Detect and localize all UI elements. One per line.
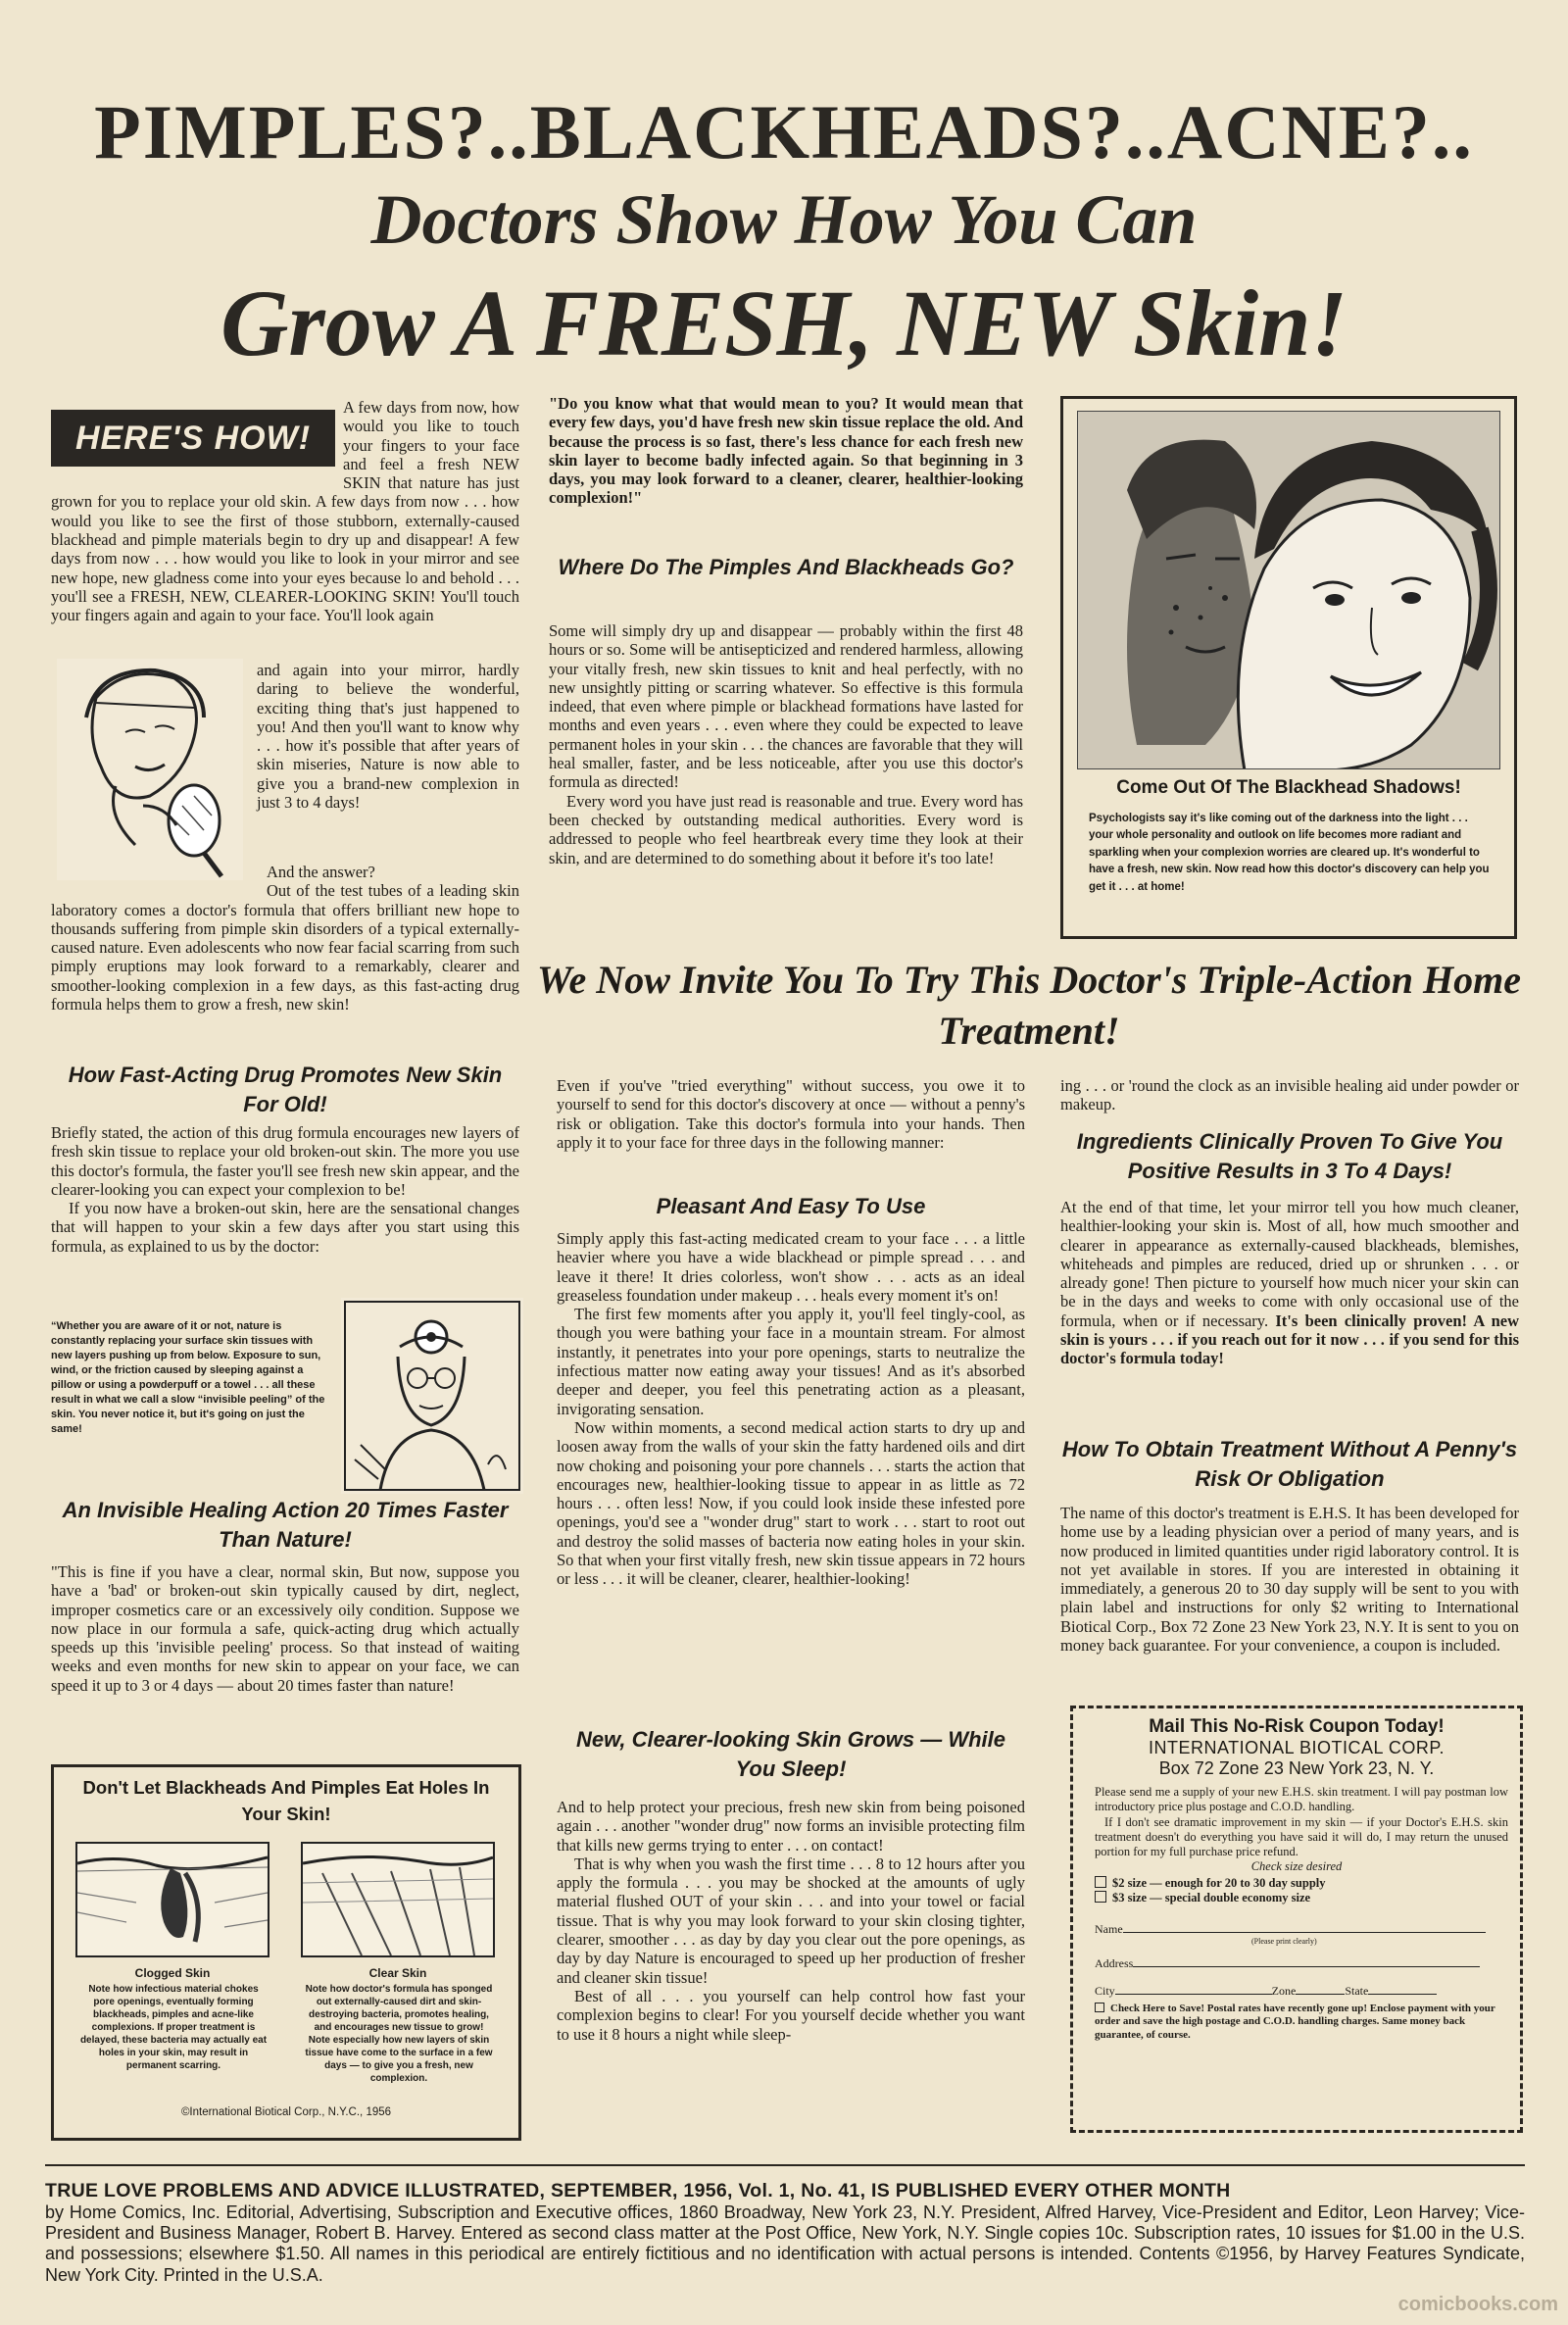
briefly-paragraph: Briefly stated, the action of this drug formula encourages new layers of fresh skin tissue to replace your old broken-out skin. The more you use this doctor's formula, the faster you'll see fresh new skin appear, and the clearer-looking you can expect your complexion to be!	[51, 1123, 519, 1199]
coupon-address-row[interactable]	[1085, 1955, 1508, 1971]
headline-line1: PIMPLES?..BLACKHEADS?..ACNE?..	[94, 89, 1474, 174]
coupon-paragraph-1: Please send me a supply of your new E.H.S. skin treatment. I will pay postman low introductory price plus postage and C.O.D. handling.	[1095, 1785, 1508, 1814]
blackheads-box-title: Don't Let Blackheads And Pimples Eat Holes In Your Skin!	[82, 1777, 490, 1824]
coupon-option-3-dollar[interactable]	[1085, 1891, 1508, 1905]
city-label: City	[1095, 1984, 1115, 1999]
subhead-fast-acting: How Fast-Acting Drug Promotes New Skin For Old!	[68, 1063, 503, 1116]
answer-text: Out of the test tubes of a leading skin laboratory comes a doctor's formula that offers brilliant new hope to thousands suffering from pimple skin disorders of a typical externally-caused nature. Even adolescents who now fear facial scarring from such pimply eruptions may look forward to a remarkably, clearer and smoother-looking complexion in a few days, as this fast-acting drug formula helps them to grow a fresh, new skin!	[51, 881, 519, 1014]
coupon-company: INTERNATIONAL BIOTICAL CORP.	[1148, 1738, 1446, 1757]
doctor-quote: “Whether you are aware of it or not, nature is constantly replacing your surface skin tissues with new layers pushing up from below. Exposure to sun, wind, or the friction caused by sleeping against a pillow or using a powderpuff or a towel . . . all these result in what we call a slow “invisible peeling” of the skin. You never notice it, but it's going on just the same!	[51, 1320, 325, 1436]
if-paragraph: If you now have a broken-out skin, here are the sensational changes that will happen to your skin a few days after you start using this formula, as explained to us by the doctor:	[51, 1199, 519, 1256]
coupon-title: Mail This No-Risk Coupon Today!	[1149, 1716, 1445, 1737]
footer-publication-info	[45, 2180, 1525, 2286]
clogged-skin-text: Note how infectious material chokes pore openings, eventually forming blackheads, pimples and acne-like complexions. If proper treatment is delayed, these bacteria may actually eat holes in your skin, may result in permanent scarring.	[79, 1984, 268, 2071]
portrait-title: Come Out Of The Blackhead Shadows!	[1116, 777, 1461, 798]
coupon-save-row[interactable]	[1085, 2003, 1508, 2042]
briefly-block	[51, 1123, 519, 1256]
now-within-paragraph: Now within moments, a second medical action starts to dry up and loosen away from the walls of your skin the fatty hardened oils and dirt now choking and poisoning your pore channels . . . starts the action that encourages new, healthier-looking tissue to appear in as little as 72 hours . . . often less! Now, if you could look inside these infested pore openings, you'd see a "wonder drug" start to work . . . start to root out and destroy the solid masses of bacteria now eating holes in your skin. So that when your first vitally fresh, new skin tissue appears in 72 hours or less . . . it will be cleaner, clearer, healthier-looking!	[557, 1417, 1025, 1589]
clogged-skin-icon	[77, 1844, 268, 1955]
portrait-text: Psychologists say it's like coming out of the darkness into the light . . . your whole personality and outlook on life becomes more radiant and sparkling when your complexion worries are cleared up. It's wonderful to have a fresh, new skin. Now read how this doctor's discovery can help you get it . . . at home!	[1089, 813, 1490, 893]
name-paragraph: The name of this doctor's treatment is E.H.S. It has been developed for home use by a leading physician over a period of many years, and is now produced in limited quantities under rigid laboratory control. It is not yet available in stores. If you are interested in obtaining it immediately, a generous 20 to 30 day supply will be sent to you with plain label and instructions for only $2 writing to International Biotical Corp., Box 72 Zone 23 New York 23, N.Y. It is sent to you on money back guarantee. For your convenience, a coupon is included.	[1060, 1504, 1519, 1656]
blackheads-box	[51, 1764, 521, 2141]
clinically-proven-text: It's been clinically proven! A new skin is yours . . . if you reach out for it now . . . if you send for this doctor's formula today!	[1060, 1311, 1520, 1368]
fine-paragraph: "This is fine if you have a clear, normal skin, But now, suppose you have a 'bad' or broken-out skin typically caused by dirt, neglect, improper cosmetics care or an excessively oily condition. Suppose we now place in our formula a safe, quick-acting drug which actually speeds up this 'invisible peeling' process. So that instead of waiting weeks and even months for new skin to appear on your face, we can speed it up to 3 or 4 days — about 20 times faster than nature!	[51, 1562, 519, 1695]
end-paragraph: At the end of that time, let your mirror tell you how much cleaner, healthier-looking your skin is. Most of all, how much smoother and clearer in appearance as externally-caused blackheads, blemishes, whiteheads and pimples are reduced, dried up or shrunken . . . or already gone! Then picture to yourself how much nicer your skin can be in the days and weeks to come with only occasional use of the formula, when or if necessary.	[1060, 1198, 1519, 1330]
column-1-intro	[51, 398, 519, 625]
option-3-dollar-label: $3 size — special double economy size	[1112, 1891, 1311, 1905]
clear-skin-icon	[303, 1844, 493, 1955]
subhead-ingredients: Ingredients Clinically Proven To Give You Positive Results in 3 To 4 Days!	[1076, 1129, 1503, 1183]
clogged-skin-label: Clogged Skin	[134, 1966, 211, 1980]
subhead-new-skin: New, Clearer-looking Skin Grows — While You Sleep!	[575, 1727, 1006, 1781]
best-of-all-paragraph: Best of all . . . you yourself can help control how fast your complexion begins to clear! For you yourself decide whether you want to use it 8 hours a night while sleep-	[557, 1986, 1025, 2044]
some-paragraph: Some will simply dry up and disappear — probably within the first 48 hours or so. Some will be antisepticized and rendered harmless, allowing your vitally fresh, new skin tissues to knit and heal perfectly, with no new unsightly pitting or scarring whatever. So effective is this formula indeed, that even where pimple or blackhead formations have lasted for months and even years . . . even where they could be expected to leave permanent holes in your skin . . . the chances are favorable that they will heal smaller, faster, and be less noticeable, after you use this doctor's formula as directed!	[549, 621, 1023, 792]
address-field[interactable]	[1133, 1955, 1480, 1967]
footer-line-1: TRUE LOVE PROBLEMS AND ADVICE ILLUSTRATED, SEPTEMBER, 1956, Vol. 1, No. 41, IS PUBLISHED EVERY OTHER MONTH	[45, 2180, 1231, 2201]
coupon-name-row[interactable]	[1085, 1921, 1508, 1937]
clear-skin-label: Clear Skin	[368, 1966, 427, 1980]
pleasant-block	[557, 1229, 1025, 1589]
ing-paragraph: ing . . . or 'round the clock as an invisible healing aid under powder or makeup.	[1060, 1076, 1519, 1114]
checkbox-save[interactable]	[1095, 2003, 1104, 2012]
intro-paragraph: A few days from now, how would you like to touch your fingers to your face and feel a fresh NEW SKIN that nature has just grown for you to replace your old skin. A few days from now . . . how would you like to see the first of those stubborn, externally-caused blackhead and pimple materials begin to dry up and disappear! A few days from now . . . how would you like to look in your mirror and see new hope, new gladness come into your eyes because lo and behold . . . you'll see a FRESH, NEW, CLEARER-LOOKING SKIN! You'll touch your fingers again and again to your face. You'll look again	[51, 398, 519, 625]
that-is-why-paragraph: That is why when you wash the first time . . . 8 to 12 hours after you apply the formula . . . you may be shocked at the amounts of ugly material flushed OUT of your skin . . . and into your towel or facial tissue. That is why you may look forward to your skin closing tighter, clearer, smoother . . . as day by day you clear out the pore openings, as day by day Nature is encouraged to speed up her production of fresher and cleaner skin tissue!	[557, 1854, 1025, 1987]
option-2-dollar-label: $2 size — enough for 20 to 30 day supply	[1112, 1876, 1326, 1891]
headline-line2: Doctors Show How You Can	[370, 180, 1198, 259]
portrait-box	[1060, 396, 1517, 939]
zone-label: Zone	[1271, 1984, 1297, 1999]
clear-skin-diagram	[301, 1842, 495, 1957]
coupon-city-row[interactable]	[1085, 1983, 1508, 1999]
portrait-illustration	[1077, 411, 1500, 769]
where-block	[549, 621, 1023, 867]
beside-woman-text: and again into your mirror, hardly daring to believe the wonderful, exciting thing that's just happened to you! And then you'll want to know why . . . how it's possible that after years of skin miseries, Nature is now able to give you a brand-new complexion in just 3 to 4 days!	[257, 661, 519, 813]
coupon-address: Box 72 Zone 23 New York 23, N. Y.	[1158, 1758, 1435, 1778]
state-label: State	[1345, 1984, 1369, 1999]
subhead-pleasant: Pleasant And Easy To Use	[656, 1194, 926, 1218]
order-coupon	[1070, 1706, 1523, 2133]
footer-divider	[45, 2164, 1525, 2166]
simply-paragraph: Simply apply this fast-acting medicated cream to your face . . . a little heavier where you have a wide blackhead or pimple spread . . . and leave it there! It dries colorless, won't show . . . acts as an ideal greaseless foundation under makeup . . . heals every moment it's on!	[557, 1229, 1025, 1305]
print-clearly-note: (Please print clearly)	[1251, 1937, 1317, 1947]
watermark: comicbooks.com	[1397, 2294, 1558, 2315]
do-you-know-paragraph: "Do you know what that would mean to you? It would mean that every few days, you'd have fresh new skin tissue replace the old. And because the process is so fast, there's less chance for each fresh new skin layer to become badly infected again. So that beginning in 3 days, you may look forward to a cleaner, clearer, healthier-looking complexion!"	[549, 394, 1023, 508]
doctor-illustration	[341, 1298, 523, 1494]
city-field[interactable]	[1115, 1983, 1272, 1995]
state-field[interactable]	[1368, 1983, 1437, 1995]
subhead-where: Where Do The Pimples And Blackheads Go?	[558, 555, 1014, 579]
woman-faces-icon	[1078, 412, 1500, 769]
checkbox-2-dollar[interactable]	[1095, 1876, 1106, 1888]
coupon-paragraph-2: If I don't see dramatic improvement in my skin — if your Doctor's E.H.S. skin treatment doesn't do everything you have said it will do, I may return the unused portion for my full purchase price refund.	[1095, 1814, 1508, 1858]
subhead-obtain: How To Obtain Treatment Without A Penny's Risk Or Obligation	[1061, 1437, 1518, 1491]
first-moments-paragraph: The first few moments after you apply it, you'll feel tingly-cool, as though you were bathing your face in a mountain stream. For almost instantly, it penetrates into your pore openings, starts to neutralize the infectious matter now eating away your tissues! And as it's absorbed deeper and deeper, you feel this penetrating action as a pleasant, invigorating sensation.	[557, 1305, 1025, 1418]
box-copyright: ©International Biotical Corp., N.Y.C., 1956	[180, 2106, 392, 2118]
clear-skin-text: Note how doctor's formula has sponged out externally-caused dirt and skin-destroying bacteria, promotes healing, and encourages new tissue to grow! Note especially how new layers of skin tissue have come to the surface in a few days — to give you a fresh, new complexion.	[305, 1984, 493, 2084]
coupon-option-2-dollar[interactable]	[1085, 1876, 1508, 1891]
doctor-icon	[341, 1298, 523, 1494]
new-skin-block	[557, 1798, 1025, 2044]
footer-rest: by Home Comics, Inc. Editorial, Advertising, Subscription and Executive offices, 1860 Broadway, New York 23, N.Y. President, Alfred Harvey, Vice-President and Editor, Leon Harvey; Vice-President and Business Manager, Robert B. Harvey. Entered as second class matter at the Post Office, New York, N.Y. Single copies 10c. Subscription rates, 10 issues for $1.00 in the U.S. and possessions; elsewhere $1.50. All names in this periodical are entirely fictitious and no identification with actual persons is intended. Contents ©1956, by Harvey Features Syndicate, New York City. Printed in the U.S.A.	[45, 2202, 1525, 2285]
help-protect-paragraph: And to help protect your precious, fresh new skin from being poisoned again . . . another "wonder drug" now forms an invisible protecting film that kills new germs trying to enter . . . on contact!	[557, 1798, 1025, 1855]
woman-mirror-icon	[57, 659, 243, 880]
clogged-skin-diagram	[75, 1842, 270, 1957]
even-paragraph: Even if you've "tried everything" without success, you owe it to yourself to send for this doctor's discovery at once — without a penny's risk or obligation. Take this doctor's formula into your hands. Then apply it to your face for three days in the following manner:	[557, 1076, 1025, 1152]
save-note: Check Here to Save! Postal rates have recently gone up! Enclose payment with your order and save the high postage and C.O.D. handling charges. Same money back guarantee, of course.	[1095, 2003, 1495, 2041]
zone-field[interactable]	[1296, 1983, 1345, 1995]
answer-block	[51, 863, 519, 1014]
subhead-invisible: An Invisible Healing Action 20 Times Faster Than Nature!	[62, 1498, 509, 1552]
coupon-check-size: Check size desired	[1250, 1859, 1343, 1874]
answer-question: And the answer?	[267, 863, 375, 881]
name-field[interactable]	[1123, 1921, 1486, 1933]
woman-mirror-illustration	[57, 659, 243, 880]
address-label: Address	[1095, 1956, 1134, 1971]
name-label: Name	[1095, 1922, 1123, 1937]
heres-how-banner: HERE'S HOW!	[51, 410, 335, 467]
checkbox-3-dollar[interactable]	[1095, 1891, 1106, 1903]
invite-headline: We Now Invite You To Try This Doctor's Triple-Action Home Treatment!	[536, 958, 1522, 1053]
end-block	[1060, 1198, 1519, 1368]
every-word-paragraph: Every word you have just read is reasonable and true. Every word has been checked by outstanding medical authorities. Every word is addressed to people who feel heartbreak every time they look at their skin, and are determined to do something about it before it's too late!	[549, 791, 1023, 867]
headline-line3: Grow A FRESH, NEW Skin!	[220, 271, 1348, 375]
